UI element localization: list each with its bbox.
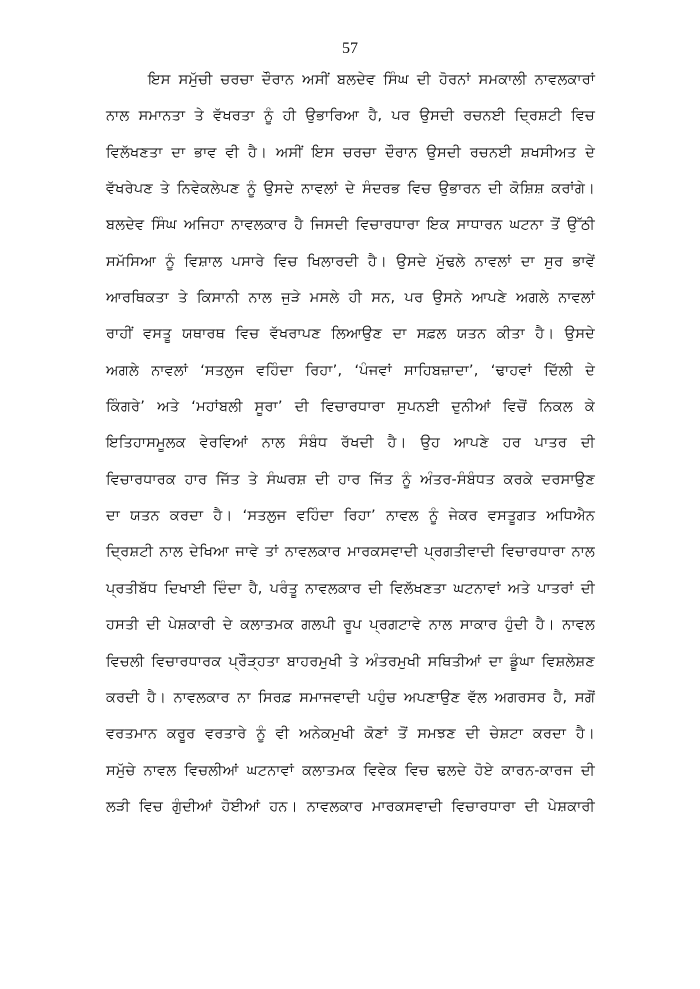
text-line: ਦਾ ਯਤਨ ਕਰਦਾ ਹੈ। ‘ਸਤਲੁਜ ਵਹਿੰਦਾ ਰਿਹਾ’ ਨਾਵਲ ਨੂੰ ਜੇਕਰ ਵਸਤੂਗਤ ਅਧਿਐਨ: [106, 508, 595, 525]
text-line: ਲੜੀ ਵਿਚ ਗੁੰਦੀਆਂ ਹੋਈਆਂ ਹਨ। ਨਾਵਲਕਾਰ ਮਾਰਕਸਵਾਦੀ ਵਿਚਾਰਧਾਰਾ ਦੀ ਪੇਸ਼ਕਾਰੀ: [106, 798, 595, 815]
page-number: 57: [342, 40, 358, 57]
text-line: ਅਗਲੇ ਨਾਵਲਾਂ ‘ਸਤਲੁਜ ਵਹਿੰਦਾ ਰਿਹਾ’, ‘ਪੰਜਵਾਂ ਸਾਹਿਬਜ਼ਾਦਾ’, ‘ਢਾਹਵਾਂ ਦਿੱਲੀ ਦੇ: [106, 362, 595, 379]
text-line: ਵਿਚਾਰਧਾਰਕ ਹਾਰ ਜਿੱਤ ਤੇ ਸੰਘਰਸ਼ ਦੀ ਹਾਰ ਜਿੱਤ ਨੂੰ ਅੰਤਰ-ਸੰਬੰਧਤ ਕਰਕੇ ਦਰਸਾਉਣ: [106, 471, 595, 488]
text-line: ਇਤਿਹਾਸਮੂਲਕ ਵੇਰਵਿਆਂ ਨਾਲ ਸੰਬੰਧ ਰੱਖਦੀ ਹੈ। ਉਹ ਆਪਣੇ ਹਰ ਪਾਤਰ ਦੀ: [106, 435, 595, 452]
text-line: ਵਿਲੱਖਣਤਾ ਦਾ ਭਾਵ ਵੀ ਹੈ। ਅਸੀਂ ਇਸ ਚਰਚਾ ਦੌਰਾਨ ਉਸਦੀ ਰਚਨਈ ਸ਼ਖਸੀਅਤ ਦੇ: [106, 144, 595, 161]
body-text: [106, 66, 595, 829]
text-line: ਵਰਤਮਾਨ ਕਰੂਰ ਵਰਤਾਰੇ ਨੂੰ ਵੀ ਅਨੇਕਮੁਖੀ ਕੋਣਾਂ ਤੋਂ ਸਮਝਣ ਦੀ ਚੇਸ਼ਟਾ ਕਰਦਾ ਹੈ।: [106, 726, 595, 743]
text-line: ਵੱਖਰੇਪਣ ਤੇ ਨਿਵੇਕਲੇਪਣ ਨੂੰ ਉਸਦੇ ਨਾਵਲਾਂ ਦੇ ਸੰਦਰਭ ਵਿਚ ਉਭਾਰਨ ਦੀ ਕੋਸ਼ਿਸ਼ ਕਰਾਂਗੇ।: [106, 181, 595, 198]
text-line: ਸਮੁੱਚੇ ਨਾਵਲ ਵਿਚਲੀਆਂ ਘਟਨਾਵਾਂ ਕਲਾਤਮਕ ਵਿਵੇਕ ਵਿਚ ਢਲਦੇ ਹੋਏ ਕਾਰਨ-ਕਾਰਜ ਦੀ: [106, 762, 595, 779]
text-line: ਕਿੰਗਰੇ’ ਅਤੇ ‘ਮਹਾਂਬਲੀ ਸੂਰਾ’ ਦੀ ਵਿਚਾਰਧਾਰਾ ਸੁਪਨਈ ਦੁਨੀਆਂ ਵਿਚੋਂ ਨਿਕਲ ਕੇ: [106, 399, 595, 416]
text-line: ਆਰਥਿਕਤਾ ਤੇ ਕਿਸਾਨੀ ਨਾਲ ਜੁੜੇ ਮਸਲੇ ਹੀ ਸਨ, ਪਰ ਉਸਨੇ ਆਪਣੇ ਅਗਲੇ ਨਾਵਲਾਂ: [106, 290, 595, 307]
text-line: ਇਸ ਸਮੁੱਚੀ ਚਰਚਾ ਦੌਰਾਨ ਅਸੀਂ ਬਲਦੇਵ ਸਿੰਘ ਦੀ ਹੋਰਨਾਂ ਸਮਕਾਲੀ ਨਾਵਲਕਾਰਾਂ: [148, 72, 595, 88]
text-line: ਨਾਲ ਸਮਾਨਤਾ ਤੇ ਵੱਖਰਤਾ ਨੂੰ ਹੀ ਉਭਾਰਿਆ ਹੈ, ਪਰ ਉਸਦੀ ਰਚਨਈ ਦ੍ਰਿਸ਼ਟੀ ਵਿਚ: [106, 108, 595, 125]
text-line: ਪ੍ਰਤੀਬੱਧ ਦਿਖਾਈ ਦਿੰਦਾ ਹੈ, ਪਰੰਤੂ ਨਾਵਲਕਾਰ ਦੀ ਵਿਲੱਖਣਤਾ ਘਟਨਾਵਾਂ ਅਤੇ ਪਾਤਰਾਂ ਦੀ: [106, 580, 595, 597]
text-line: ਸਮੱਸਿਆ ਨੂੰ ਵਿਸ਼ਾਲ ਪਸਾਰੇ ਵਿਚ ਖਿਲਾਰਦੀ ਹੈ। ਉਸਦੇ ਮੁੱਢਲੇ ਨਾਵਲਾਂ ਦਾ ਸੁਰ ਭਾਵੇਂ: [106, 253, 595, 270]
text-line: ਬਲਦੇਵ ਸਿੰਘ ਅਜਿਹਾ ਨਾਵਲਕਾਰ ਹੈ ਜਿਸਦੀ ਵਿਚਾਰਧਾਰਾ ਇਕ ਸਾਧਾਰਨ ਘਟਨਾ ਤੋਂ ਉੱਠੀ: [106, 217, 595, 234]
text-line: ਦ੍ਰਿਸ਼ਟੀ ਨਾਲ ਦੇਖਿਆ ਜਾਵੇ ਤਾਂ ਨਾਵਲਕਾਰ ਮਾਰਕਸਵਾਦੀ ਪ੍ਰਗਤੀਵਾਦੀ ਵਿਚਾਰਧਾਰਾ ਨਾਲ: [106, 544, 595, 561]
text-line: ਵਿਚਲੀ ਵਿਚਾਰਧਾਰਕ ਪ੍ਰੌੜ੍ਹਤਾ ਬਾਹਰਮੁਖੀ ਤੇ ਅੰਤਰਮੁਖੀ ਸਥਿਤੀਆਂ ਦਾ ਡੂੰਘਾ ਵਿਸ਼ਲੇਸ਼ਣ: [106, 653, 595, 670]
text-line: ਹਸਤੀ ਦੀ ਪੇਸ਼ਕਾਰੀ ਦੇ ਕਲਾਤਮਕ ਗਲਪੀ ਰੂਪ ਪ੍ਰਗਟਾਵੇ ਨਾਲ ਸਾਕਾਰ ਹੁੰਦੀ ਹੈ। ਨਾਵਲ: [106, 617, 595, 634]
text-line: ਕਰਦੀ ਹੈ। ਨਾਵਲਕਾਰ ਨਾ ਸਿਰਫ਼ ਸਮਾਜਵਾਦੀ ਪਹੁੰਚ ਅਪਣਾਉਣ ਵੱਲ ਅਗਰਸਰ ਹੈ, ਸਗੋਂ: [106, 689, 595, 706]
text-line: ਰਾਹੀਂ ਵਸਤੂ ਯਥਾਰਥ ਵਿਚ ਵੱਖਰਾਪਣ ਲਿਆਉਣ ਦਾ ਸਫ਼ਲ ਯਤਨ ਕੀਤਾ ਹੈ। ਉਸਦੇ: [106, 326, 595, 343]
